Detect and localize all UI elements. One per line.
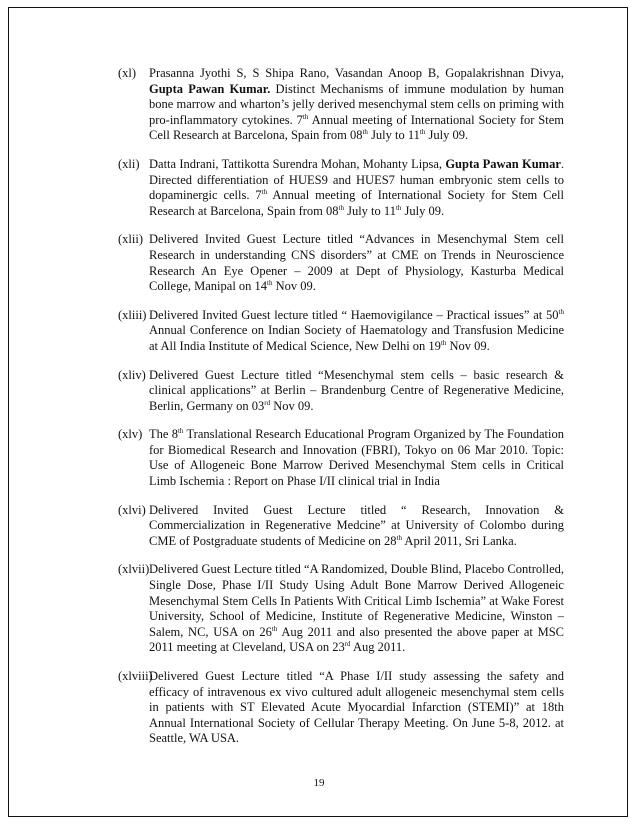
list-item <box>118 66 564 144</box>
highlighted-author: Gupta Pawan Kumar <box>445 156 561 171</box>
item-text: Delivered Invited Guest lecture titled “ Haemovigilance – Practical issues” at 50th Annual Conference on Indian Society of Haematology and Transfusion Medicine at All India Institute of Medical Science, New Delhi on 19th Nov 09. <box>149 307 564 353</box>
list-item <box>118 308 564 355</box>
item-text: Delivered Guest Lecture titled “Mesenchymal stem cells – basic research & clinical applications” at Berlin – Brandenburg Centre of Regenerative Medicine, Berlin, Germany on 03rd Nov 09. <box>149 367 564 413</box>
item-number: (xliii) <box>118 307 147 322</box>
list-item <box>118 232 564 294</box>
item-text: Prasanna Jyothi S, S Shipa Rano, Vasandan Anoop B, Gopalakrishnan Divya, Gupta Pawan Kumar. Distinct Mechanisms of immune modulation by human bone marrow and wharton’s jelly derived mesenchymal stem cells on priming with pro-inflammatory cytokines. 7th Annual meeting of International Society for Stem Cell Research at Barcelona, Spain from 08th July to 11th July 09. <box>149 66 564 143</box>
list-item <box>118 669 564 747</box>
item-number: (xlvi) <box>118 502 146 517</box>
item-number: (xlii) <box>118 232 143 247</box>
item-text: Delivered Invited Guest Lecture titled “ Research, Innovation & Commercialization in Regenerative Medcine” at University of Colombo during CME of Postgraduate students of Medicine on 28th April 2011, Sri Lanka. <box>149 502 564 548</box>
item-number: (xlvii) <box>118 562 150 577</box>
list-item <box>118 368 564 415</box>
list-item <box>118 157 564 219</box>
page-number: 19 <box>313 777 325 789</box>
item-number: (xlviii) <box>118 669 153 683</box>
item-text: Datta Indrani, Tattikotta Surendra Mohan, Mohanty Lipsa, Gupta Pawan Kumar. Directed differentiation of HUES9 and HUES7 human embryonic stem cells to dopaminergic cells. 7th Annual meeting of International Society for Stem Cell Research at Barcelona, Spain from 08th July to 11th July 09. <box>149 156 564 218</box>
item-text: Delivered Guest Lecture titled “A Phase I/II study assessing the safety and efficacy of intravenous ex vivo cultured adult allogeneic mesenchymal stem cells in patients with ST Elevated Acute Myocardial Infarction (STEMI)” at 18th Annual International Society of Cellular Therapy Meeting. On June 5-8, 2012. at Seattle, WA USA. <box>149 669 564 746</box>
item-number: (xli) <box>118 156 140 171</box>
publication-list <box>118 66 564 747</box>
list-item <box>118 427 564 489</box>
item-number: (xl) <box>118 66 137 80</box>
item-number: (xliv) <box>118 367 146 382</box>
list-item <box>118 562 564 656</box>
item-text: The 8th Translational Research Educational Program Organized by The Foundation for Biomedical Research and Innovation (FBRI), Tokyo on 06 Mar 2010. Topic: Use of Allogeneic Bone Marrow Derived Mesenchymal Stem cells in Critical Limb Ischemia : Report on Phase I/II clinical trial in India <box>149 427 564 489</box>
item-text: Delivered Invited Guest Lecture titled “Advances in Mesenchymal Stem cell Research in understanding CNS disorders” at CME on Trends in Neuroscience Research An Eye Opener – 2009 at Dept of Physiology, Kasturba Medical College, Manipal on 14th Nov 09. <box>149 232 564 294</box>
highlighted-author: Gupta Pawan Kumar. <box>149 81 271 96</box>
item-number: (xlv) <box>118 427 143 442</box>
list-item <box>118 503 564 550</box>
item-text: Delivered Guest Lecture titled “A Randomized, Double Blind, Placebo Controlled, Single Dose, Phase I/II Study Using Adult Bone Marrow Derived Allogeneic Mesenchymal Stem Cells In Patients With Critical Limb Ischemia” at Wake Forest University, School of Medicine, Institute of Regenerative Medicine, Winston – Salem, NC, USA on 26th Aug 2011 and also presented the above paper at MSC 2011 meeting at Cleveland, USA on 23rd Aug 2011. <box>149 562 564 655</box>
